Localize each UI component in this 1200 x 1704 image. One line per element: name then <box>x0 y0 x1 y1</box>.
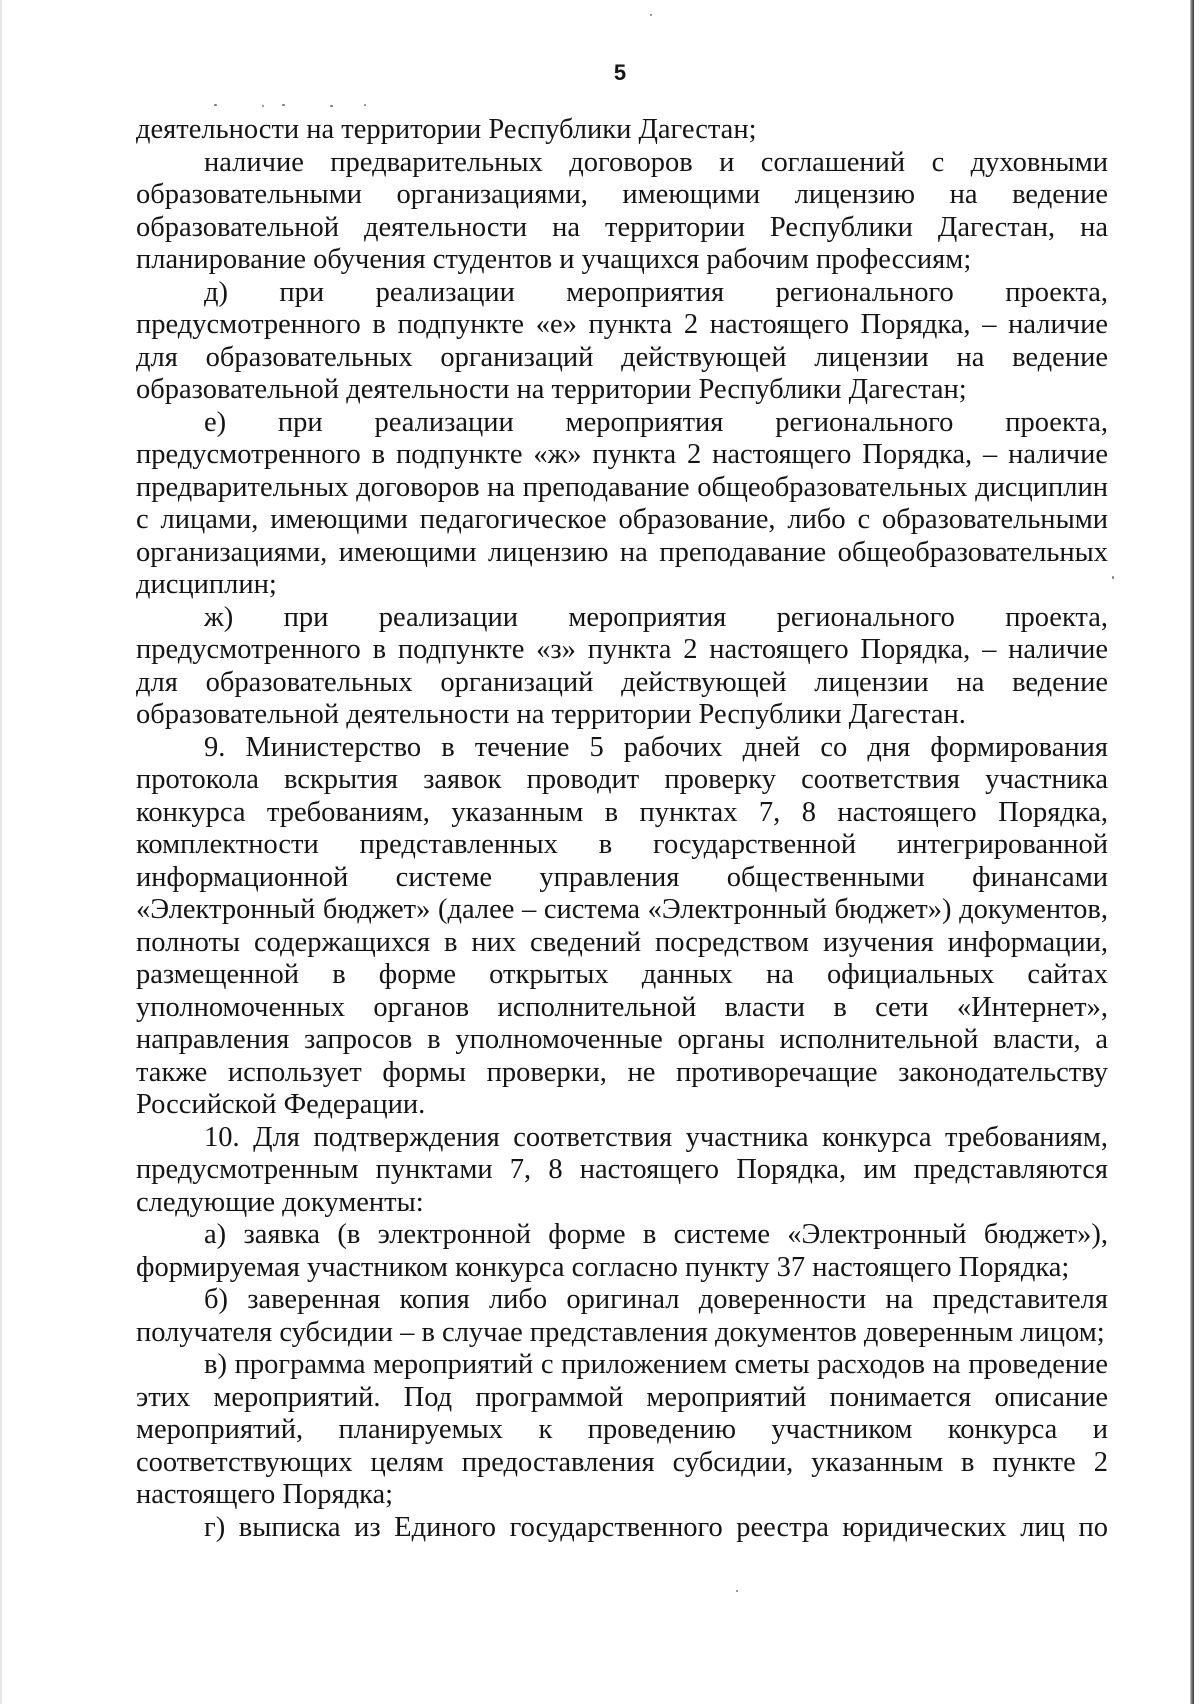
scan-speck <box>1112 576 1114 579</box>
text-line: 10. Для подтверждения соответствия участника конкурса требованиям, <box>204 1121 1108 1153</box>
text-line: деятельности на территории Республики Дагестан; <box>136 114 757 145</box>
text-line: этих мероприятий. Под программой мероприятий понимается описание <box>136 1381 1108 1413</box>
scan-speck <box>736 1590 738 1592</box>
text-line: в) программа мероприятий с приложением сметы расходов на проведение <box>204 1349 1108 1380</box>
text-line: а) заявка (в электронной форме в системе «Электронный бюджет»), <box>204 1219 1108 1250</box>
text-line: д) при реализации мероприятия регионального проекта, <box>204 276 1108 308</box>
text-line: также использует формы проверки, не противоречащие законодательству <box>136 1056 1108 1088</box>
text-line: е) при реализации мероприятия регионального проекта, <box>204 406 1108 438</box>
text-line: с лицами, имеющими педагогическое образование, либо с образовательными <box>136 504 1108 535</box>
text-line: «Электронный бюджет» (далее – система «Электронный бюджет») документов, <box>136 894 1108 925</box>
scan-speck <box>214 104 217 106</box>
text-line: настоящего Порядка; <box>136 1479 394 1510</box>
text-line: предусмотренного в подпункте «з» пункта 2 настоящего Порядка, – наличие <box>136 634 1108 665</box>
text-line: мероприятий, планируемых к проведению участником конкурса и <box>136 1414 1108 1445</box>
scan-speck <box>262 105 264 107</box>
text-line: б) заверенная копия либо оригинал доверенности на представителя <box>204 1284 1108 1315</box>
text-line: 9. Министерство в течение 5 рабочих дней со дня формирования <box>204 731 1108 763</box>
text-line: ж) при реализации мероприятия регионального проекта, <box>204 601 1108 633</box>
text-line: предварительных договоров на преподавание общеобразовательных дисциплин <box>136 471 1108 503</box>
text-line: формируемая участником конкурса согласно пункту 37 настоящего Порядка; <box>136 1251 1070 1283</box>
text-line: для образовательных организаций действующей лицензии на ведение <box>136 341 1108 373</box>
text-line: информационной системе управления общественными финансами <box>136 861 1108 893</box>
text-line: образовательной деятельности на территории Республики Дагестан, на <box>136 211 1108 243</box>
text-line: предусмотренного в подпункте «е» пункта 2 настоящего Порядка, – наличие <box>136 309 1108 340</box>
text-line: соответствующих целям предоставления субсидии, указанным в пункте 2 <box>136 1446 1108 1478</box>
scan-speck <box>330 105 333 107</box>
text-line: образовательной деятельности на территории Республики Дагестан; <box>136 374 967 405</box>
document-body <box>136 114 1108 1544</box>
text-line: направления запросов в уполномоченные органы исполнительной власти, а <box>136 1024 1108 1055</box>
text-line: уполномоченных органов исполнительной власти в сети «Интернет», <box>136 991 1108 1023</box>
text-line: следующие документы: <box>136 1186 424 1218</box>
scan-speck <box>364 104 366 106</box>
scan-speck <box>650 14 652 16</box>
text-line: получателя субсидии – в случае представления документов доверенным лицом; <box>136 1316 1105 1348</box>
text-line: предусмотренным пунктами 7, 8 настоящего Порядка, им представляются <box>136 1154 1108 1185</box>
text-line: планирование обучения студентов и учащихся рабочим профессиям; <box>136 244 972 275</box>
text-line: образовательными организациями, имеющими лицензию на ведение <box>136 179 1108 210</box>
text-line: предусмотренного в подпункте «ж» пункта 2 настоящего Порядка, – наличие <box>136 439 1108 470</box>
text-line: для образовательных организаций действующей лицензии на ведение <box>136 666 1108 698</box>
text-line: наличие предварительных договоров и соглашений с духовными <box>204 146 1108 178</box>
text-line: конкурса требованиям, указанным в пунктах 7, 8 настоящего Порядка, <box>136 796 1108 828</box>
text-line: г) выписка из Единого государственного реестра юридических лиц по <box>204 1511 1108 1543</box>
text-line: полноты содержащихся в них сведений посредством изучения информации, <box>136 926 1108 958</box>
text-line: Российской Федерации. <box>136 1089 426 1120</box>
text-line: протокола вскрытия заявок проводит проверку соответствия участника <box>136 764 1108 795</box>
text-line: дисциплин; <box>136 569 277 600</box>
scan-edge-right <box>1190 0 1194 1704</box>
text-line: размещенной в форме открытых данных на официальных сайтах <box>136 959 1108 990</box>
text-line: образовательной деятельности на территории Республики Дагестан. <box>136 699 966 730</box>
scan-edge-left <box>0 0 2 1704</box>
scan-speck <box>282 104 285 106</box>
text-line: организациями, имеющими лицензию на преподавание общеобразовательных <box>136 536 1108 568</box>
text-line: комплектности представленных в государственной интегрированной <box>136 829 1108 860</box>
page-number: 5 <box>613 60 627 85</box>
